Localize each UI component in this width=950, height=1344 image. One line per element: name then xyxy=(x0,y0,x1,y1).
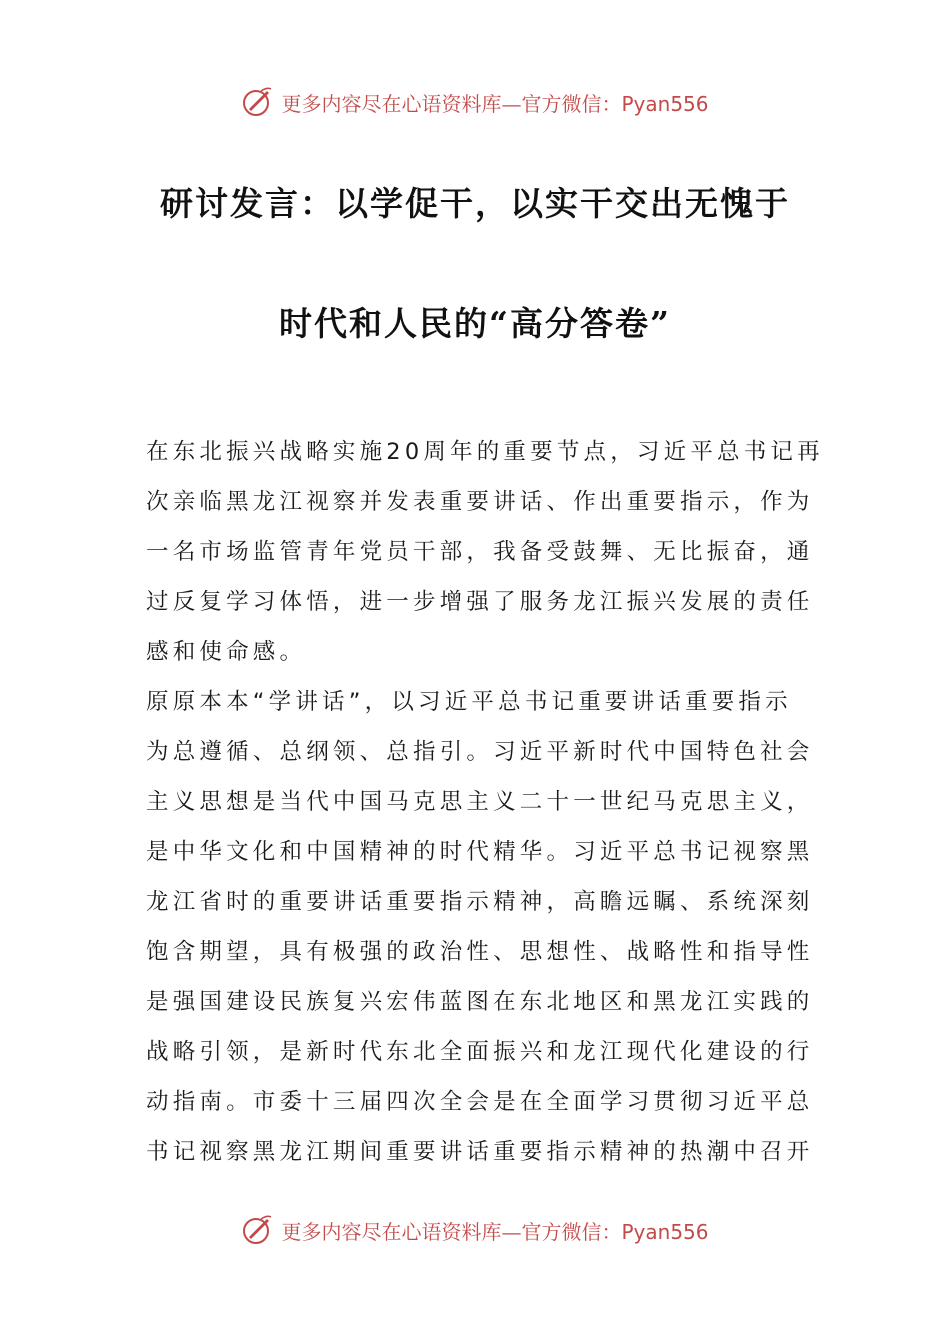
body-line: 书记视察黑龙江期间重要讲话重要指示精神的热潮中召开 xyxy=(146,1139,814,1165)
document-title-line-1: 研讨发言：以学促干，以实干交出无愧于 xyxy=(160,184,790,223)
document-body xyxy=(146,427,824,1177)
body-line: 一名市场监管青年党员干部，我备受鼓舞、无比振奋，通 xyxy=(146,539,814,565)
body-line: 为总遵循、总纲领、总指引。习近平新时代中国特色社会 xyxy=(146,739,814,765)
body-line: 是中华文化和中国精神的时代精华。习近平总书记视察黑 xyxy=(146,839,814,865)
body-line: 龙江省时的重要讲话重要指示精神，高瞻远瞩、系统深刻 xyxy=(146,889,814,915)
body-line: 主义思想是当代中国马克思主义二十一世纪马克思主义， xyxy=(146,789,814,815)
banner-text: 更多内容尽在心语资料库—官方微信：Pyan556 xyxy=(281,1219,709,1244)
body-line: 动指南。市委十三届四次全会是在全面学习贯彻习近平总 xyxy=(146,1089,814,1115)
wechat-id: Pyan556 xyxy=(621,91,709,116)
body-line: 感和使命感。 xyxy=(146,639,307,665)
banner-text: 更多内容尽在心语资料库—官方微信：Pyan556 xyxy=(281,91,709,116)
body-line: 原原本本“学讲话”，以习近平总书记重要讲话重要指示 xyxy=(146,689,792,715)
wechat-id: Pyan556 xyxy=(621,1219,709,1244)
header-watermark-banner xyxy=(0,82,950,122)
body-line: 战略引领，是新时代东北全面振兴和龙江现代化建设的行 xyxy=(146,1039,814,1065)
footer-watermark-banner xyxy=(0,1210,950,1250)
pen-logo-icon xyxy=(241,1213,275,1247)
body-line: 过反复学习体悟，进一步增强了服务龙江振兴发展的责任 xyxy=(146,589,814,615)
document-title-line-2: 时代和人民的“高分答卷” xyxy=(279,304,671,343)
pen-logo-icon xyxy=(241,85,275,119)
body-line: 是强国建设民族复兴宏伟蓝图在东北地区和黑龙江实践的 xyxy=(146,989,814,1015)
body-line: 次亲临黑龙江视察并发表重要讲话、作出重要指示，作为 xyxy=(146,489,814,515)
body-line: 在东北振兴战略实施20周年的重要节点，习近平总书记再 xyxy=(146,439,824,465)
body-line: 饱含期望，具有极强的政治性、思想性、战略性和指导性 xyxy=(146,939,814,965)
